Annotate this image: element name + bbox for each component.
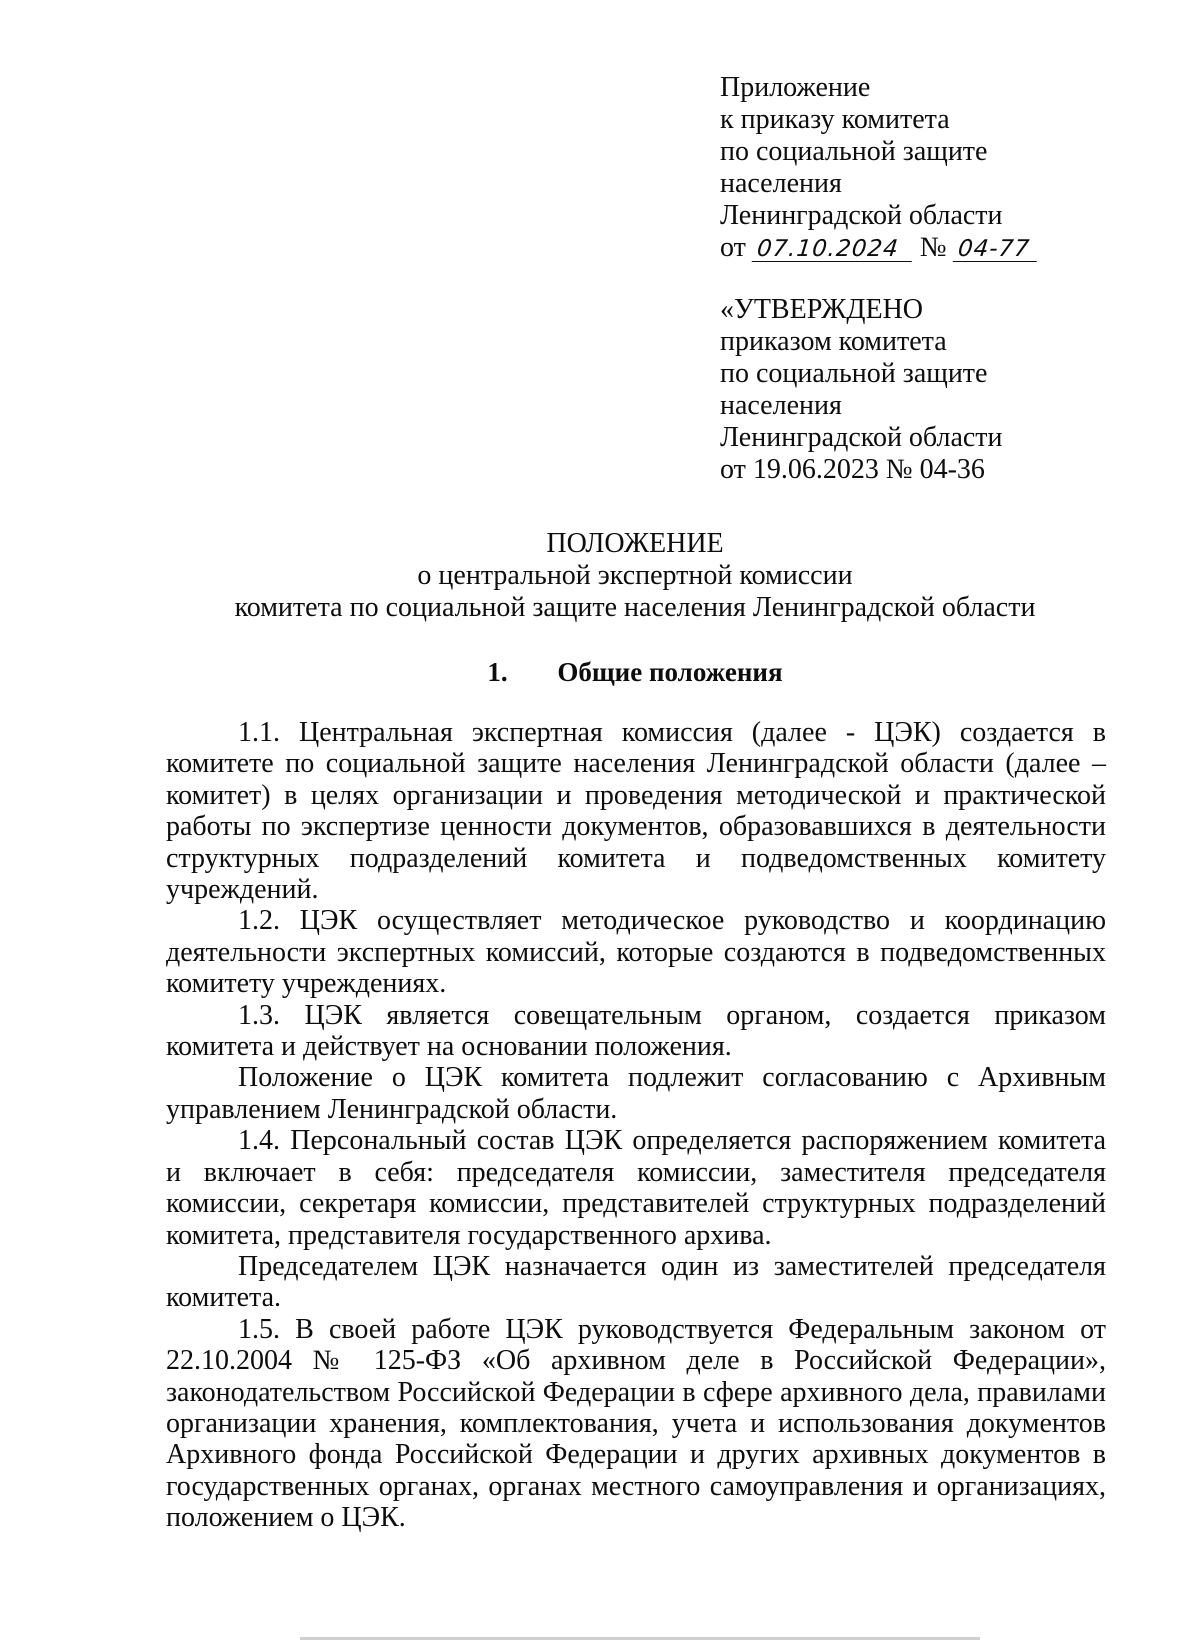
approved-line: от 19.06.2023 № 04-36	[720, 454, 985, 485]
handwritten-number: 04-77	[952, 237, 1039, 262]
paragraph: Положение о ЦЭК комитета подлежит согласованию с Архивным управлением Ленинградской области.	[166, 1062, 1106, 1125]
number-sign: №	[919, 232, 947, 263]
document-title	[160, 528, 1110, 624]
page-bottom-edge	[300, 1637, 980, 1640]
date-prefix: от	[720, 232, 746, 263]
paragraph: 1.2. ЦЭК осуществляет методическое руководство и координацию деятельности экспертных комиссий, которые создаются в подведомственных комитету учреждениях.	[166, 905, 1106, 1000]
title-subline: о центральной экспертной комиссии	[417, 560, 853, 591]
appendix-line: по социальной защите	[720, 136, 988, 167]
appendix-line: населения	[720, 168, 842, 199]
section-heading	[160, 656, 1110, 688]
appendix-line: Приложение	[720, 72, 871, 103]
paragraph: 1.4. Персональный состав ЦЭК определяется распоряжением комитета и включает в себя: председателя комиссии, заместителя председателя комиссии, секретаря комиссии, представителей структурных подразделений комитета, представителя государственного архива.	[166, 1125, 1106, 1251]
approved-line: приказом комитета	[720, 326, 947, 357]
paragraph: 1.1. Центральная экспертная комиссия (далее - ЦЭК) создается в комитете по социальной защите населения Ленинградской области (далее – комитет) в целях организации и проведения методической и практической работы по экспертизе ценности документов, образовавшихся в деятельности структурных подразделений комитета и подведомственных комитету учреждений.	[166, 717, 1106, 906]
approved-block	[720, 294, 1160, 486]
appendix-line: к приказу комитета	[720, 104, 950, 135]
approved-line: «УТВЕРЖДЕНО	[720, 294, 924, 325]
approved-line: Ленинградской области	[720, 422, 1003, 453]
document-body	[166, 717, 1106, 1534]
appendix-block	[720, 72, 1160, 264]
section-number: 1.	[487, 657, 508, 687]
handwritten-date: 07.10.2024	[752, 237, 915, 262]
appendix-date-line	[720, 232, 1160, 264]
approved-line: населения	[720, 390, 842, 421]
paragraph: 1.3. ЦЭК является совещательным органом, создается приказом комитета и действует на основании положения.	[166, 999, 1106, 1063]
appendix-line: Ленинградской области	[720, 200, 1003, 231]
paragraph: Председателем ЦЭК назначается один из заместителей председателя комитета.	[166, 1250, 1106, 1314]
paragraph: 1.5. В своей работе ЦЭК руководствуется Федеральным законом от 22.10.2004 № 125-ФЗ «Об архивном деле в Российской Федерации», законодательством Российской Федерации в сфере архивного дела, правилами организации хранения, комплектования, учета и использования документов Архивного фонда Российской Федерации и других архивных документов в государственных органах, органах местного самоуправления и организациях, положением о ЦЭК.	[166, 1313, 1106, 1534]
section-title: Общие положения	[557, 657, 783, 687]
approved-line: по социальной защите	[720, 358, 988, 389]
title-subline: комитета по социальной защите населения Ленинградской области	[234, 592, 1036, 623]
title-heading: ПОЛОЖЕНИЕ	[546, 528, 724, 559]
